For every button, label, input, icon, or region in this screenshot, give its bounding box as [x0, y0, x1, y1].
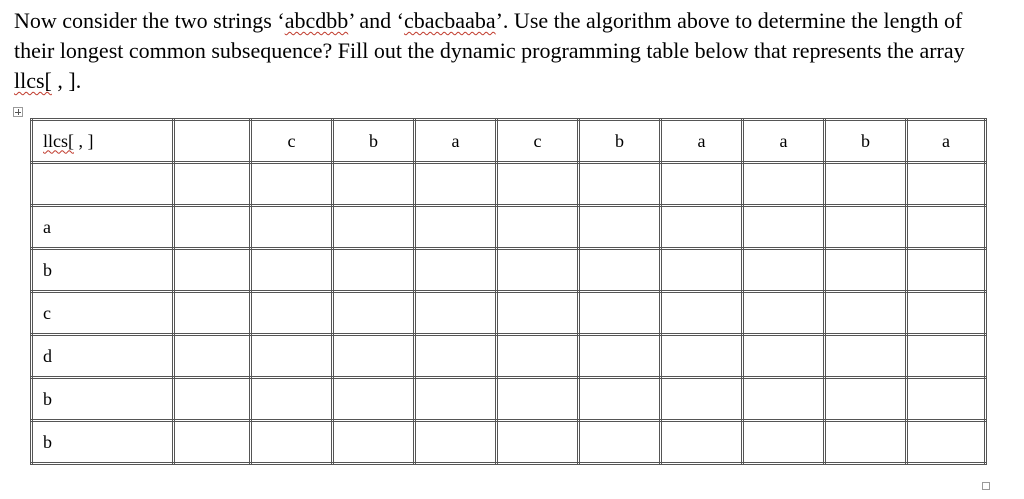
- table-cell[interactable]: [743, 292, 825, 335]
- table-cell[interactable]: [661, 206, 743, 249]
- column-header[interactable]: a: [661, 120, 743, 163]
- table-cell[interactable]: [825, 335, 907, 378]
- question-part-3: ’. Use the algorithm above to determine the length of their longest common subsequence? Fill out the dynamic programming table below that represents the array: [14, 8, 965, 63]
- column-header[interactable]: b: [333, 120, 415, 163]
- array-name: llcs[: [14, 68, 52, 93]
- table-cell[interactable]: [825, 421, 907, 464]
- table-move-handle-icon[interactable]: [13, 107, 23, 117]
- table-cell[interactable]: [497, 249, 579, 292]
- table-cell[interactable]: [579, 163, 661, 206]
- table-cell[interactable]: [907, 335, 986, 378]
- table-cell[interactable]: [825, 206, 907, 249]
- table-cell[interactable]: [907, 292, 986, 335]
- table-cell[interactable]: [825, 163, 907, 206]
- table-cell[interactable]: [907, 249, 986, 292]
- table-cell[interactable]: [333, 378, 415, 421]
- table-cell[interactable]: [333, 421, 415, 464]
- table-cell[interactable]: [415, 335, 497, 378]
- table-row: [32, 206, 986, 249]
- table-cell[interactable]: [743, 335, 825, 378]
- table-cell[interactable]: [251, 206, 333, 249]
- table-cell[interactable]: [743, 206, 825, 249]
- table-cell[interactable]: [415, 163, 497, 206]
- table-cell[interactable]: [825, 249, 907, 292]
- question-part-2: ’ and ‘: [348, 8, 405, 33]
- table-cell[interactable]: [333, 249, 415, 292]
- table-cell[interactable]: [661, 335, 743, 378]
- row-header[interactable]: b: [32, 378, 174, 421]
- table-cell[interactable]: [415, 206, 497, 249]
- table-cell[interactable]: [251, 249, 333, 292]
- row-header[interactable]: d: [32, 335, 174, 378]
- table-cell[interactable]: [174, 249, 251, 292]
- table-resize-handle-icon[interactable]: [982, 482, 990, 490]
- table-cell[interactable]: [497, 335, 579, 378]
- table-cell[interactable]: [415, 378, 497, 421]
- question-part-4: , ].: [51, 68, 82, 93]
- table-cell[interactable]: [333, 163, 415, 206]
- row-header[interactable]: c: [32, 292, 174, 335]
- table-cell[interactable]: [661, 163, 743, 206]
- column-header[interactable]: b: [825, 120, 907, 163]
- table-row: [32, 163, 986, 206]
- table-cell[interactable]: [907, 206, 986, 249]
- row-header[interactable]: a: [32, 206, 174, 249]
- table-cell[interactable]: [907, 421, 986, 464]
- table-cell[interactable]: [251, 292, 333, 335]
- column-header[interactable]: [174, 120, 251, 163]
- table-cell[interactable]: [579, 335, 661, 378]
- table-cell[interactable]: [743, 421, 825, 464]
- table-cell[interactable]: [415, 292, 497, 335]
- table-cell[interactable]: [497, 163, 579, 206]
- table-cell[interactable]: [579, 378, 661, 421]
- table-cell[interactable]: [174, 335, 251, 378]
- column-header[interactable]: b: [579, 120, 661, 163]
- table-cell[interactable]: [743, 249, 825, 292]
- table-cell[interactable]: [174, 292, 251, 335]
- table-cell[interactable]: [251, 335, 333, 378]
- table-cell[interactable]: [251, 163, 333, 206]
- table-cell[interactable]: [333, 335, 415, 378]
- table-cell[interactable]: [174, 206, 251, 249]
- string-one: abcdbb: [284, 8, 349, 33]
- table-cell[interactable]: [661, 292, 743, 335]
- table-cell[interactable]: [579, 292, 661, 335]
- question-text: [14, 6, 1004, 96]
- row-header[interactable]: b: [32, 421, 174, 464]
- table-cell[interactable]: [497, 378, 579, 421]
- table-cell[interactable]: [174, 378, 251, 421]
- table-cell[interactable]: [907, 163, 986, 206]
- table-cell[interactable]: [497, 206, 579, 249]
- corner-cell[interactable]: [32, 120, 174, 163]
- table-cell[interactable]: [743, 378, 825, 421]
- table-row: [32, 421, 986, 464]
- column-header[interactable]: a: [743, 120, 825, 163]
- table-cell[interactable]: [251, 378, 333, 421]
- table-cell[interactable]: [497, 292, 579, 335]
- table-cell[interactable]: [174, 163, 251, 206]
- table-cell[interactable]: [661, 421, 743, 464]
- corner-label-name: llcs[: [43, 130, 74, 151]
- column-header[interactable]: c: [251, 120, 333, 163]
- table-cell[interactable]: [497, 421, 579, 464]
- table-cell[interactable]: [907, 378, 986, 421]
- question-part-1: Now consider the two strings ‘: [14, 8, 285, 33]
- table-cell[interactable]: [825, 378, 907, 421]
- table-cell[interactable]: [579, 421, 661, 464]
- table-cell[interactable]: [743, 163, 825, 206]
- table-cell[interactable]: [415, 421, 497, 464]
- table-cell[interactable]: [825, 292, 907, 335]
- row-header[interactable]: b: [32, 249, 174, 292]
- dp-table: [30, 118, 987, 465]
- corner-label-rest: , ]: [74, 130, 94, 151]
- header-row: [32, 120, 986, 163]
- table-cell[interactable]: [251, 421, 333, 464]
- table-row: [32, 249, 986, 292]
- table-cell[interactable]: [579, 206, 661, 249]
- column-header[interactable]: c: [497, 120, 579, 163]
- table-cell[interactable]: [579, 249, 661, 292]
- column-header[interactable]: a: [415, 120, 497, 163]
- table-cell[interactable]: [661, 378, 743, 421]
- string-two: cbacbaaba: [404, 8, 496, 33]
- table-row: [32, 292, 986, 335]
- table-cell[interactable]: [661, 249, 743, 292]
- table-row: [32, 335, 986, 378]
- table-cell[interactable]: [333, 206, 415, 249]
- table-cell[interactable]: [174, 421, 251, 464]
- table-cell[interactable]: [415, 249, 497, 292]
- column-header[interactable]: a: [907, 120, 986, 163]
- row-header[interactable]: [32, 163, 174, 206]
- table-row: [32, 378, 986, 421]
- table-cell[interactable]: [333, 292, 415, 335]
